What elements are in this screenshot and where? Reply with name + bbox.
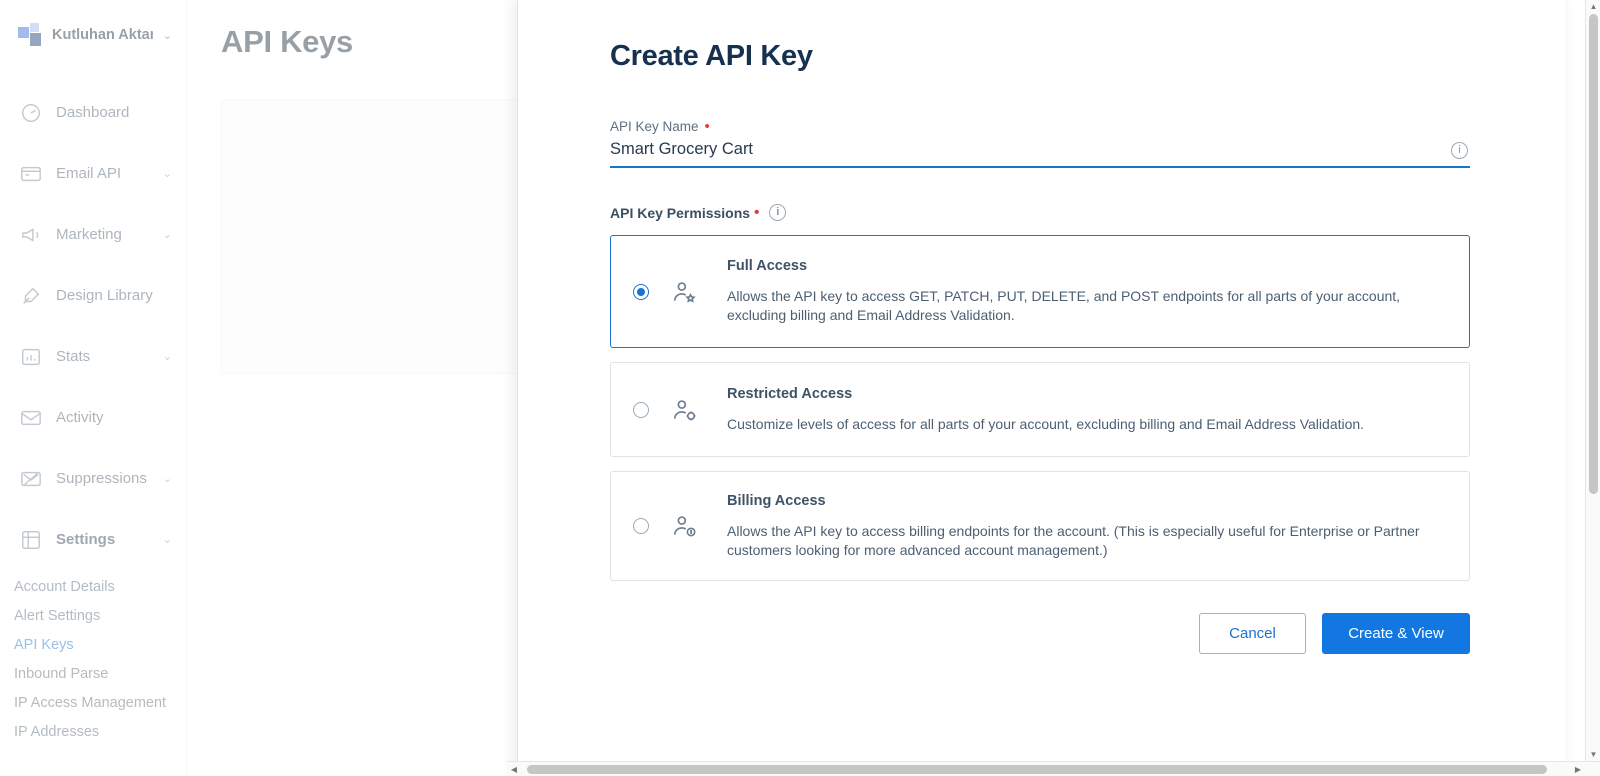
info-icon[interactable]: i [1451, 142, 1468, 159]
radio-billing-access[interactable] [633, 518, 649, 534]
permission-option-restricted-access[interactable] [610, 362, 1470, 457]
permission-option-billing-access[interactable] [610, 471, 1470, 581]
api-key-name-input[interactable] [610, 138, 1470, 168]
label-text: API Key Name [610, 119, 699, 134]
user-star-icon [671, 278, 697, 306]
option-description: Customize levels of access for all parts of your account, excluding billing and Email Address Validation. [727, 415, 1365, 432]
vertical-scroll-thumb[interactable] [1589, 14, 1598, 494]
vertical-scrollbar[interactable] [1585, 0, 1600, 762]
api-key-name-label [610, 119, 1470, 134]
radio-restricted-access[interactable] [633, 402, 649, 418]
api-key-permissions-label [610, 204, 1470, 221]
user-dollar-icon [671, 512, 697, 540]
required-marker: • [754, 204, 760, 221]
option-title: Restricted Access [727, 385, 853, 402]
modal-title: Create API Key [610, 40, 813, 72]
cancel-button[interactable]: Cancel [1199, 613, 1306, 654]
option-description: Allows the API key to access GET, PATCH, PUT, DELETE, and POST endpoints for all parts of your account, excluding billing and Email Address Validation. [727, 288, 1401, 323]
horizontal-scroll-thumb[interactable] [527, 765, 1547, 774]
required-marker: • [704, 118, 710, 135]
modal-actions [610, 613, 1470, 654]
option-description: Allows the API key to access billing endpoints for the account. (This is especially useful for Enterprise or Partner customers looking for more advanced account management.) [727, 522, 1420, 558]
info-icon[interactable]: i [769, 204, 786, 221]
scroll-up-icon[interactable]: ▲ [1589, 2, 1598, 11]
user-gear-icon [671, 396, 697, 424]
scroll-right-icon[interactable]: ▶ [1574, 765, 1582, 774]
permission-option-full-access[interactable] [610, 235, 1470, 348]
scroll-down-icon[interactable]: ▼ [1589, 750, 1598, 759]
radio-full-access[interactable] [633, 284, 649, 300]
permissions-label-text: API Key Permissions [610, 204, 751, 221]
scroll-left-icon[interactable]: ◀ [510, 765, 518, 774]
option-title: Full Access [727, 258, 808, 275]
option-title: Billing Access [727, 492, 826, 509]
permission-options [610, 235, 1470, 581]
horizontal-scrollbar[interactable] [507, 761, 1600, 776]
create-and-view-button[interactable]: Create & View [1322, 613, 1470, 654]
create-api-key-modal [517, 0, 1565, 776]
api-key-name-field-group [610, 119, 1470, 168]
